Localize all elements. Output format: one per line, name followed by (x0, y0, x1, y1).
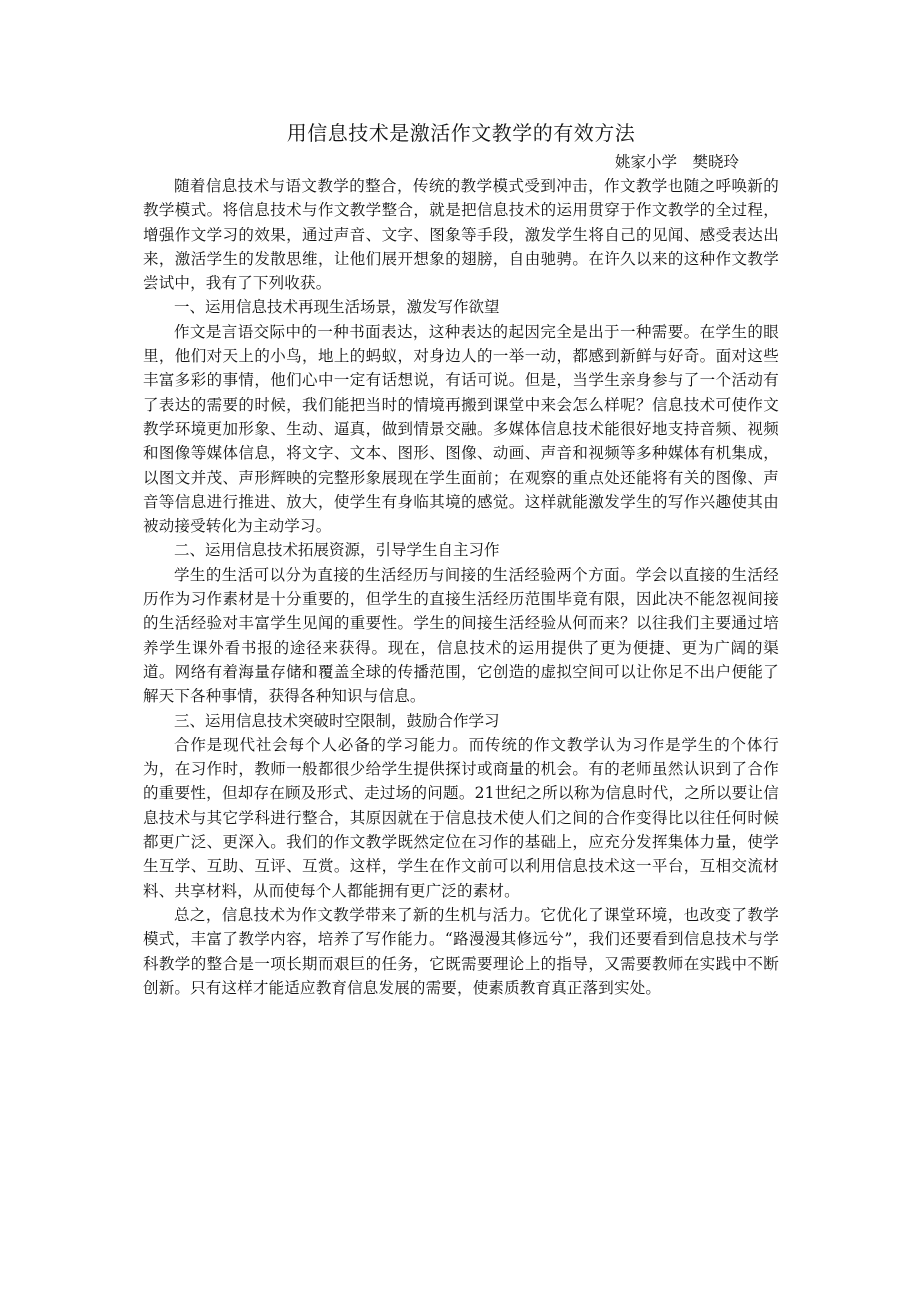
section-1-heading: 一、运用信息技术再现生活场景，激发写作欲望 (174, 298, 500, 317)
section-1-paragraph: 作文是言语交际中的一种书面表达，这种表达的起因完全是出于一种需要。在学生的眼里，他们对天上的小鸟，地上的蚂蚁，对身边人的一举一动，都感到新鲜与好奇。面对这些丰富多彩的事情，他们心中一定有话想说，有话可说。但是，当学生亲身参与了一个活动有了表达的需要的时候，我们能把当时的情境再搬到课堂中来会怎么样呢？信息技术可使作文教学环境更加形象、生动、逼真，做到情景交融。多媒体信息技术能很好地支持音频、视频和图像等媒体信息，将文字、文本、图形、图像、动画、声音和视频等多种媒体有机集成，以图文并茂、声形辉映的完整形象展现在学生面前；在观察的重点处还能将有关的图像、声音等信息进行推进、放大，使学生有身临其境的感觉。这样就能激发学生的写作兴趣使其由被动接受转化为主动学习。 (143, 322, 779, 536)
conclusion-paragraph: 总之，信息技术为作文教学带来了新的生机与活力。它优化了课堂环境，也改变了教学模式，丰富了教学内容，培养了写作能力。“路漫漫其修远兮”，我们还要看到信息技术与学科教学的整合是一项长期而艰巨的任务，它既需要理论上的指导，又需要教师在实践中不断创新。只有这样才能适应教育信息发展的需要，使素质教育真正落到实处。 (143, 905, 779, 997)
document-page (143, 118, 779, 1000)
section-2-heading: 二、运用信息技术拓展资源，引导学生自主习作 (174, 541, 500, 560)
intro-paragraph: 随着信息技术与语文教学的整合，传统的教学模式受到冲击，作文教学也随之呼唤新的教学模式。将信息技术与作文教学整合，就是把信息技术的运用贯穿于作文教学的全过程，增强作文学习的效果，通过声音、文字、图象等手段，激发学生将自己的见闻、感受表达出来，激活学生的发散思维，让他们展开想象的翅膀，自由驰骋。在许久以来的这种作文教学尝试中，我有了下列收获。 (143, 177, 779, 293)
document-title: 用信息技术是激活作文教学的有效方法 (286, 121, 636, 145)
section-2-paragraph: 学生的生活可以分为直接的生活经历与间接的生活经验两个方面。学会以直接的生活经历作为习作素材是十分重要的，但学生的直接生活经历范围毕竟有限，因此决不能忽视间接的生活经验对丰富学生见闻的重要性。学生的间接生活经验从何而来？以往我们主要通过培养学生课外看书报的途径来获得。现在，信息技术的运用提供了更为便捷、更为广阔的渠道。网络有着海量存储和覆盖全球的传播范围，它创造的虚拟空间可以让你足不出户便能了解天下各种事情，获得各种知识与信息。 (143, 565, 779, 706)
document-author: 姚家小学 樊晓玲 (614, 153, 739, 171)
section-3-paragraph: 合作是现代社会每个人必备的学习能力。而传统的作文教学认为习作是学生的个体行为，在习作时，教师一般都很少给学生提供探讨或商量的机会。有的老师虽然认识到了合作的重要性，但却存在顾及形式、走过场的问题。21世纪之所以称为信息时代，之所以要让信息技术与其它学科进行整合，其原因就在于信息技术使人们之间的合作变得比以往任何时候都更广泛、更深入。我们的作文教学既然定位在习作的基础上，应充分发挥集体力量，使学生互学、互助、互评、互赏。这样，学生在作文前可以利用信息技术这一平台，互相交流材料、共享材料，从而使每个人都能拥有更广泛的素材。 (143, 735, 779, 900)
section-3-heading: 三、运用信息技术突破时空限制，鼓励合作学习 (174, 711, 500, 730)
